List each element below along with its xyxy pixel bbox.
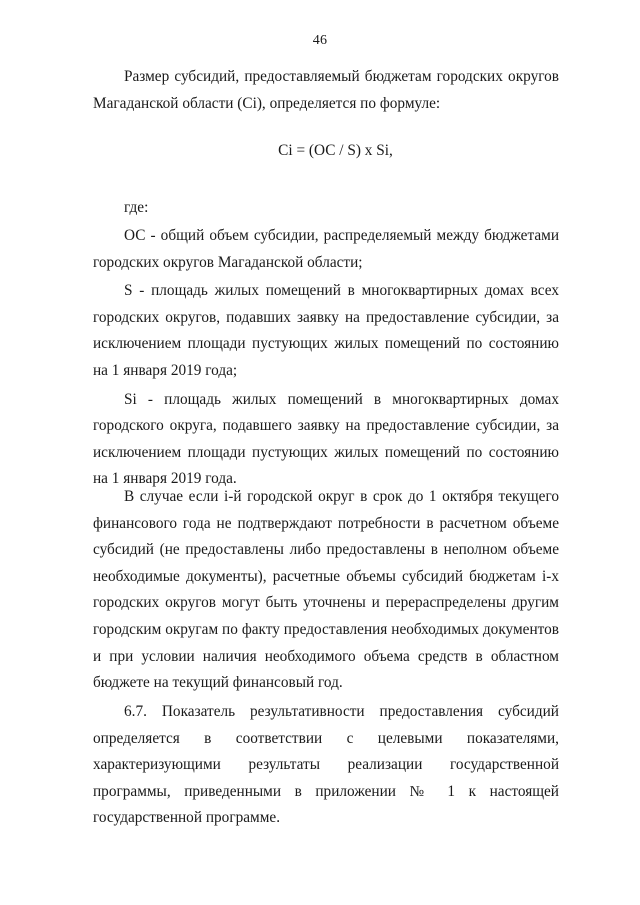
where-label: где: <box>124 199 149 216</box>
case-section <box>93 484 559 697</box>
formula: Ci = (ОС / S) x Si, <box>278 142 393 159</box>
indicator-paragraph: 6.7. Показатель результативности предоставления субсидий определяется в соответствии с целевыми показателями, характеризующими результаты реализации государственной программы, приведенными в приложении № 1 к настоящей государственной программе. <box>93 703 559 827</box>
definitions-list <box>93 223 559 493</box>
definition-si: Si - площадь жилых помещений в многоквартирных домах городского округа, подавшего заявку на предоставление субсидии, за исключением площади пустующих жилых помещений по состоянию на 1 января 2019 года. <box>93 390 559 488</box>
definition-s: S - площадь жилых помещений в многоквартирных домах всех городских округов, подавших заявку на предоставление субсидии, за исключением площади пустующих жилых помещений по состоянию на 1 января 2019 года; <box>93 282 559 379</box>
page-number: 46 <box>312 33 328 48</box>
definition-oc: ОС - общий объем субсидии, распределяемый между бюджетами городских округов Магаданской области; <box>93 227 559 271</box>
case-paragraph: В случае если i-й городской округ в срок до 1 октября текущего финансового года не подтверждают потребности в расчетном объеме субсидий (не предоставлены либо предоставлены в неполном объеме необходимые документы), расчетные объемы субсидий бюджетам i-х городских округов могут быть уточнены и перераспределены другим городским округам по факту предоставления необходимых документов и при условии наличия необходимого объема средств в областном бюджете на текущий финансовый год. <box>93 488 559 692</box>
where-section <box>93 195 559 222</box>
intro-paragraph: Размер субсидий, предоставляемый бюджетам городских округов Магаданской области (Ci), определяется по формуле: <box>93 68 559 112</box>
indicator-section <box>93 699 559 832</box>
intro-section <box>93 64 559 117</box>
